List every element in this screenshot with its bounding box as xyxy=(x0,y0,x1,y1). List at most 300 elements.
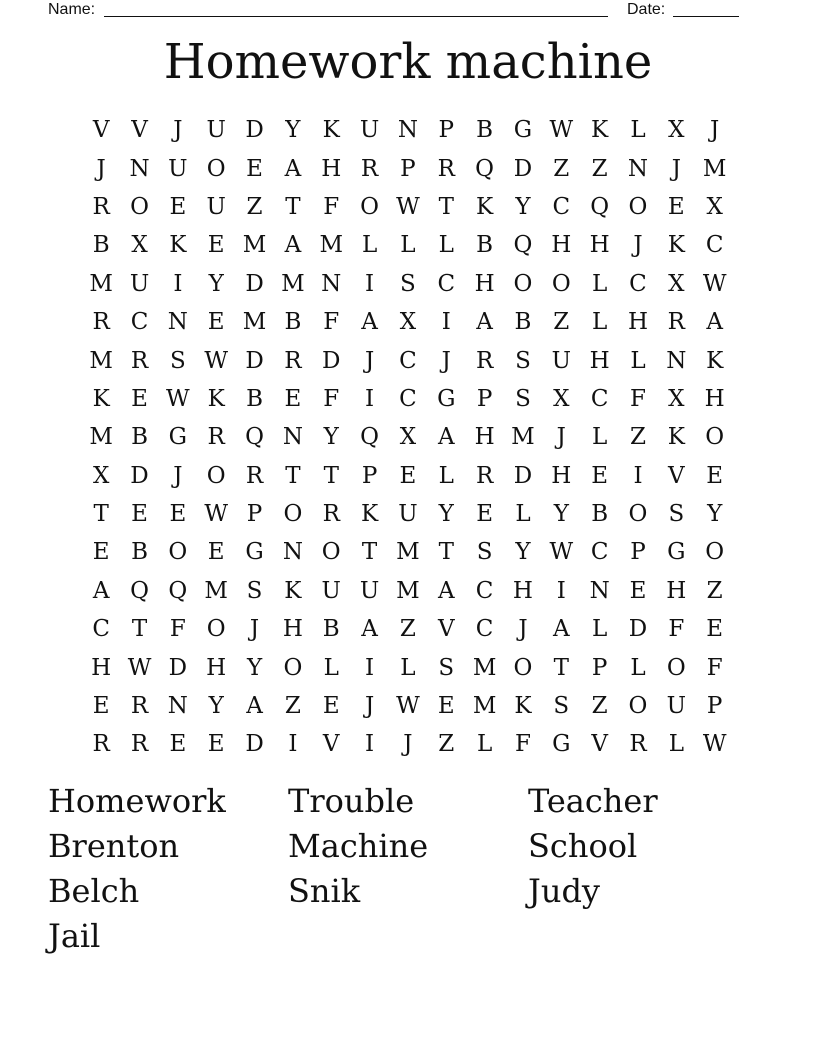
grid-cell[interactable]: M xyxy=(89,347,113,374)
grid-cell[interactable]: N xyxy=(321,270,342,297)
grid-cell[interactable]: J xyxy=(249,616,260,643)
grid-cell[interactable]: Z xyxy=(591,693,608,720)
grid-cell[interactable]: D xyxy=(168,654,188,681)
grid-cell[interactable]: F xyxy=(630,385,646,412)
grid-cell[interactable]: N xyxy=(627,155,649,182)
grid-cell[interactable]: N xyxy=(129,155,150,182)
grid-cell[interactable]: E xyxy=(92,693,110,720)
grid-cell[interactable]: I xyxy=(556,577,566,604)
grid-cell[interactable]: W xyxy=(549,539,574,566)
grid-cell[interactable]: E xyxy=(207,539,225,566)
grid-row xyxy=(82,495,734,533)
grid-cell[interactable]: O xyxy=(130,193,149,220)
grid-cell[interactable]: Z xyxy=(553,309,570,336)
grid-cell[interactable]: U xyxy=(321,577,341,604)
grid-cell[interactable]: R xyxy=(322,501,340,528)
grid-cell[interactable]: Z xyxy=(706,577,723,604)
grid-cell[interactable]: I xyxy=(633,462,643,489)
grid-cell[interactable]: J xyxy=(518,616,528,643)
grid-cell[interactable]: U xyxy=(359,117,380,144)
grid-cell[interactable]: B xyxy=(322,616,340,643)
grid-cell[interactable]: B xyxy=(476,232,494,259)
date-blank-line[interactable] xyxy=(673,16,739,17)
name-blank-line[interactable] xyxy=(104,16,608,17)
grid-cell[interactable]: U xyxy=(168,155,188,182)
grid-cell[interactable]: P xyxy=(591,654,608,681)
grid-cell[interactable]: H xyxy=(474,270,495,297)
grid-cell[interactable]: S xyxy=(553,693,570,720)
grid-cell[interactable]: H xyxy=(589,347,610,374)
grid-cell[interactable]: Z xyxy=(284,693,301,720)
grid-cell[interactable]: P xyxy=(630,539,646,566)
grid-cell[interactable]: X xyxy=(706,193,723,220)
grid-cell[interactable]: F xyxy=(706,654,723,681)
grid-cell[interactable]: X xyxy=(553,385,570,412)
grid-cell[interactable]: D xyxy=(245,731,264,758)
grid-cell[interactable]: R xyxy=(437,155,455,182)
grid-cell[interactable]: T xyxy=(285,193,301,220)
grid-cell[interactable]: Q xyxy=(590,193,610,220)
grid-cell[interactable]: E xyxy=(629,577,647,604)
grid-cell[interactable]: W xyxy=(702,270,727,297)
grid-cell[interactable]: H xyxy=(512,577,533,604)
grid-cell[interactable]: A xyxy=(706,309,723,336)
grid-cell[interactable]: L xyxy=(361,232,378,259)
grid-cell[interactable]: A xyxy=(284,232,302,259)
grid-cell[interactable]: M xyxy=(396,577,420,604)
grid-cell[interactable]: K xyxy=(169,232,187,259)
grid-cell[interactable]: F xyxy=(668,616,685,643)
grid-cell[interactable]: M xyxy=(242,232,267,259)
grid-cell[interactable]: A xyxy=(437,424,455,451)
grid-cell[interactable]: Y xyxy=(323,424,339,451)
grid-cell[interactable]: K xyxy=(667,424,685,451)
grid-cell[interactable]: O xyxy=(206,462,226,489)
grid-cell[interactable]: L xyxy=(630,347,646,374)
grid-cell[interactable]: D xyxy=(245,347,264,374)
grid-cell[interactable]: D xyxy=(513,462,533,489)
grid-cell[interactable]: A xyxy=(361,616,378,643)
grid-cell[interactable]: B xyxy=(591,501,609,528)
grid-cell[interactable]: Y xyxy=(515,539,531,566)
grid-cell[interactable]: X xyxy=(399,309,417,336)
grid-cell[interactable]: G xyxy=(513,117,533,144)
grid-cell[interactable]: L xyxy=(476,731,493,758)
grid-cell[interactable]: E xyxy=(131,501,148,528)
word-list xyxy=(48,779,768,959)
grid-cell[interactable]: A xyxy=(437,577,455,604)
grid-cell[interactable]: J xyxy=(556,424,566,451)
grid-cell[interactable]: K xyxy=(591,117,609,144)
grid-cell[interactable]: G xyxy=(245,539,264,566)
grid-cell[interactable]: N xyxy=(282,539,303,566)
grid-cell[interactable]: M xyxy=(702,155,727,182)
grid-cell[interactable]: U xyxy=(129,270,150,297)
grid-cell[interactable]: N xyxy=(397,117,418,144)
grid-cell[interactable]: H xyxy=(321,155,342,182)
grid-cell[interactable]: N xyxy=(666,347,687,374)
grid-cell[interactable]: I xyxy=(365,654,375,681)
grid-cell[interactable]: F xyxy=(514,731,531,758)
grid-cell[interactable]: V xyxy=(437,616,455,643)
grid-cell[interactable]: O xyxy=(705,539,725,566)
grid-cell[interactable]: S xyxy=(246,577,263,604)
grid-cell[interactable]: I xyxy=(288,731,298,758)
grid-cell[interactable]: E xyxy=(591,462,609,489)
grid-cell[interactable]: X xyxy=(668,117,685,144)
grid-cell[interactable]: E xyxy=(207,731,225,758)
grid-cell[interactable]: O xyxy=(513,654,533,681)
grid-cell[interactable]: O xyxy=(283,654,303,681)
grid-cell[interactable]: H xyxy=(282,616,303,643)
grid-cell[interactable]: P xyxy=(361,462,378,489)
grid-cell[interactable]: N xyxy=(167,309,188,336)
grid-cell[interactable]: Y xyxy=(438,501,454,528)
grid-cell[interactable]: P xyxy=(476,385,493,412)
grid-cell[interactable]: E xyxy=(284,385,302,412)
grid-cell[interactable]: X xyxy=(399,424,417,451)
grid-cell[interactable]: L xyxy=(630,117,646,144)
grid-cell[interactable]: S xyxy=(476,539,493,566)
grid-cell[interactable]: J xyxy=(710,117,720,144)
grid-cell[interactable]: K xyxy=(667,232,685,259)
grid-cell[interactable]: V xyxy=(131,117,148,144)
grid-cell[interactable]: T xyxy=(131,616,148,643)
grid-cell[interactable]: E xyxy=(92,539,110,566)
grid-cell[interactable]: C xyxy=(92,616,110,643)
grid-cell[interactable]: R xyxy=(629,731,647,758)
grid-cell[interactable]: E xyxy=(246,155,263,182)
grid-cell[interactable]: U xyxy=(398,501,418,528)
grid-row xyxy=(82,687,734,725)
grid-cell[interactable]: E xyxy=(207,232,225,259)
grid-cell[interactable]: F xyxy=(323,385,340,412)
grid-cell[interactable]: B xyxy=(476,117,494,144)
grid-cell[interactable]: E xyxy=(131,385,148,412)
grid-cell[interactable]: P xyxy=(706,693,723,720)
grid-cell[interactable]: D xyxy=(513,155,533,182)
grid-cell[interactable]: K xyxy=(476,193,494,220)
grid-cell[interactable]: T xyxy=(438,193,454,220)
grid-cell[interactable]: H xyxy=(474,424,495,451)
grid-cell[interactable]: Q xyxy=(168,577,188,604)
grid-cell[interactable]: B xyxy=(92,232,110,259)
grid-cell[interactable]: W xyxy=(396,193,420,220)
grid-cell[interactable]: T xyxy=(438,539,454,566)
grid-cell[interactable]: O xyxy=(628,501,648,528)
grid-cell[interactable]: Z xyxy=(438,731,455,758)
grid-cell[interactable]: Y xyxy=(285,117,301,144)
grid-cell[interactable]: R xyxy=(360,155,379,182)
grid-cell[interactable]: X xyxy=(668,385,685,412)
grid-cell[interactable]: B xyxy=(514,309,532,336)
grid-cell[interactable]: B xyxy=(131,424,148,451)
grid-cell[interactable]: E xyxy=(169,731,187,758)
grid-cell[interactable]: A xyxy=(552,616,570,643)
grid-cell[interactable]: K xyxy=(514,693,532,720)
grid-cell[interactable]: L xyxy=(592,616,608,643)
grid-cell[interactable]: M xyxy=(242,309,267,336)
grid-cell[interactable]: L xyxy=(400,232,416,259)
grid-cell[interactable]: Q xyxy=(360,424,379,451)
grid-cell[interactable]: E xyxy=(169,193,187,220)
grid-cell[interactable]: O xyxy=(705,424,725,451)
grid-cell[interactable]: R xyxy=(475,347,494,374)
grid-cell[interactable]: F xyxy=(323,309,340,336)
grid-cell[interactable]: C xyxy=(590,539,609,566)
grid-cell[interactable]: A xyxy=(284,155,302,182)
grid-cell[interactable]: O xyxy=(513,270,533,297)
grid-cell[interactable]: O xyxy=(551,270,571,297)
grid-cell[interactable]: S xyxy=(438,654,455,681)
grid-cell[interactable]: M xyxy=(472,693,497,720)
grid-cell[interactable]: N xyxy=(589,577,610,604)
grid-cell[interactable]: H xyxy=(551,232,572,259)
grid-cell[interactable]: L xyxy=(592,270,608,297)
grid-cell[interactable]: B xyxy=(284,309,302,336)
grid-cell[interactable]: E xyxy=(322,693,340,720)
grid-cell[interactable]: Y xyxy=(553,501,569,528)
grid-cell[interactable]: I xyxy=(365,385,375,412)
grid-cell[interactable]: F xyxy=(323,193,340,220)
grid-cell[interactable]: H xyxy=(91,654,112,681)
grid-cell[interactable]: L xyxy=(668,731,684,758)
grid-cell[interactable]: T xyxy=(361,539,378,566)
grid-cell[interactable]: S xyxy=(169,347,186,374)
grid-cell[interactable]: G xyxy=(168,424,188,451)
grid-cell[interactable]: Y xyxy=(208,693,224,720)
grid-cell[interactable]: E xyxy=(399,462,417,489)
grid-cell[interactable]: A xyxy=(246,693,263,720)
grid-cell[interactable]: H xyxy=(206,654,227,681)
grid-cell[interactable]: W xyxy=(127,654,152,681)
grid-cell[interactable]: E xyxy=(437,693,455,720)
grid-cell[interactable]: C xyxy=(399,347,417,374)
grid-cell[interactable]: J xyxy=(633,232,643,259)
grid-cell[interactable]: M xyxy=(472,654,497,681)
grid-cell[interactable]: V xyxy=(92,117,110,144)
grid-cell[interactable]: Y xyxy=(246,654,263,681)
grid-cell[interactable]: D xyxy=(322,347,341,374)
grid-cell[interactable]: U xyxy=(666,693,687,720)
grid-cell[interactable]: W xyxy=(549,117,574,144)
word-list-item: Teacher xyxy=(528,782,658,820)
grid-cell[interactable]: O xyxy=(283,501,303,528)
grid-cell[interactable]: G xyxy=(437,385,456,412)
grid-cell[interactable]: L xyxy=(515,501,531,528)
grid-cell[interactable]: C xyxy=(705,232,724,259)
grid-cell[interactable]: O xyxy=(206,155,226,182)
grid-cell[interactable]: I xyxy=(365,270,375,297)
grid-cell[interactable]: C xyxy=(475,577,494,604)
grid-cell[interactable]: K xyxy=(92,385,110,412)
grid-cell[interactable]: O xyxy=(206,616,226,643)
grid-cell[interactable]: L xyxy=(323,654,339,681)
grid-cell[interactable]: W xyxy=(396,693,420,720)
grid-cell[interactable]: L xyxy=(592,309,608,336)
grid-cell[interactable]: R xyxy=(92,193,110,220)
grid-cell[interactable]: J xyxy=(671,155,681,182)
grid-cell[interactable]: U xyxy=(359,577,380,604)
grid-cell[interactable]: C xyxy=(399,385,417,412)
grid-cell[interactable]: M xyxy=(281,270,305,297)
word-list-item: School xyxy=(528,827,638,865)
grid-cell[interactable]: A xyxy=(92,577,110,604)
grid-cell[interactable]: C xyxy=(475,616,494,643)
grid-cell[interactable]: S xyxy=(515,347,531,374)
grid-cell[interactable]: J xyxy=(441,347,451,374)
grid-cell[interactable]: N xyxy=(167,693,188,720)
grid-cell[interactable]: P xyxy=(400,155,416,182)
grid-cell[interactable]: G xyxy=(667,539,686,566)
grid-cell[interactable]: H xyxy=(627,309,649,336)
grid-cell[interactable]: R xyxy=(130,693,149,720)
grid-cell[interactable]: O xyxy=(666,654,686,681)
grid-cell[interactable]: X xyxy=(92,462,110,489)
grid-cell[interactable]: I xyxy=(365,731,375,758)
grid-cell[interactable]: Q xyxy=(475,155,495,182)
grid-cell[interactable]: L xyxy=(630,654,646,681)
grid-cell[interactable]: J xyxy=(364,347,375,374)
grid-cell[interactable]: O xyxy=(321,539,341,566)
grid-cell[interactable]: K xyxy=(207,385,225,412)
grid-cell[interactable]: D xyxy=(628,616,648,643)
grid-cell[interactable]: R xyxy=(245,462,264,489)
grid-cell[interactable]: A xyxy=(476,309,493,336)
grid-cell[interactable]: O xyxy=(360,193,379,220)
grid-cell[interactable]: J xyxy=(96,155,106,182)
grid-cell[interactable]: W xyxy=(702,731,727,758)
grid-cell[interactable]: T xyxy=(93,501,109,528)
grid-cell[interactable]: R xyxy=(207,424,225,451)
grid-cell[interactable]: T xyxy=(285,462,301,489)
grid-cell[interactable]: O xyxy=(168,539,188,566)
grid-cell[interactable]: B xyxy=(246,385,263,412)
grid-cell[interactable]: K xyxy=(360,501,379,528)
grid-cell[interactable]: P xyxy=(246,501,263,528)
grid-cell[interactable]: D xyxy=(130,462,149,489)
grid-cell[interactable]: S xyxy=(668,501,685,528)
grid-cell[interactable]: I xyxy=(441,309,451,336)
grid-cell[interactable]: R xyxy=(130,347,149,374)
grid-cell[interactable]: R xyxy=(284,347,302,374)
grid-cell[interactable]: L xyxy=(592,424,608,451)
grid-cell[interactable]: W xyxy=(204,347,229,374)
grid-cell[interactable]: K xyxy=(322,117,340,144)
grid-cell[interactable]: E xyxy=(476,501,493,528)
grid-cell[interactable]: Q xyxy=(513,232,533,259)
date-label: Date: xyxy=(627,1,666,18)
grid-cell[interactable]: W xyxy=(166,385,190,412)
grid-cell[interactable]: Z xyxy=(591,155,608,182)
grid-cell[interactable]: E xyxy=(169,501,187,528)
grid-cell[interactable]: Z xyxy=(553,155,570,182)
grid-cell[interactable]: M xyxy=(319,232,344,259)
grid-cell[interactable]: L xyxy=(400,654,416,681)
grid-cell[interactable]: E xyxy=(207,309,225,336)
grid-cell[interactable]: U xyxy=(551,347,571,374)
grid-cell[interactable]: M xyxy=(89,270,113,297)
grid-cell[interactable]: P xyxy=(438,117,454,144)
grid-row xyxy=(82,149,734,187)
grid-cell[interactable]: Y xyxy=(208,270,224,297)
grid-cell[interactable]: S xyxy=(400,270,416,297)
grid-cell[interactable]: L xyxy=(438,462,454,489)
grid-cell[interactable]: D xyxy=(245,117,264,144)
grid-cell[interactable]: V xyxy=(668,462,685,489)
grid-cell[interactable]: Q xyxy=(245,424,264,451)
grid-cell[interactable]: J xyxy=(173,462,183,489)
grid-cell[interactable]: W xyxy=(204,501,229,528)
grid-cell[interactable]: C xyxy=(590,385,609,412)
grid-cell[interactable]: N xyxy=(282,424,303,451)
grid-cell[interactable]: M xyxy=(396,539,420,566)
grid-cell[interactable]: O xyxy=(628,193,648,220)
grid-cell[interactable]: E xyxy=(706,462,724,489)
grid-cell[interactable]: V xyxy=(322,731,340,758)
grid-cell[interactable]: O xyxy=(628,693,648,720)
grid-row xyxy=(82,380,734,418)
grid-cell[interactable]: J xyxy=(364,693,375,720)
grid-cell[interactable]: V xyxy=(591,731,608,758)
grid-cell[interactable]: Z xyxy=(246,193,263,220)
grid-cell[interactable]: A xyxy=(361,309,378,336)
page-title: Homework machine xyxy=(163,34,653,90)
grid-cell[interactable]: R xyxy=(92,731,110,758)
grid-cell[interactable]: T xyxy=(553,654,569,681)
grid-cell[interactable]: M xyxy=(511,424,535,451)
grid-cell[interactable]: H xyxy=(704,385,725,412)
grid-cell[interactable]: K xyxy=(706,347,724,374)
grid-cell[interactable]: D xyxy=(245,270,264,297)
grid-cell[interactable]: S xyxy=(515,385,531,412)
grid-cell[interactable]: R xyxy=(92,309,110,336)
grid-cell[interactable]: M xyxy=(204,577,228,604)
grid-cell[interactable]: X xyxy=(668,270,685,297)
grid-cell[interactable]: R xyxy=(475,462,494,489)
grid-cell[interactable]: H xyxy=(589,232,610,259)
grid-cell[interactable]: G xyxy=(552,731,571,758)
grid-cell[interactable]: H xyxy=(666,577,687,604)
grid-cell[interactable]: U xyxy=(206,117,226,144)
grid-cell[interactable]: C xyxy=(437,270,456,297)
grid-cell[interactable]: C xyxy=(130,309,149,336)
grid-cell[interactable]: H xyxy=(551,462,572,489)
grid-cell[interactable]: Y xyxy=(515,193,531,220)
grid-cell[interactable]: F xyxy=(169,616,186,643)
grid-cell[interactable]: M xyxy=(89,424,113,451)
grid-cell[interactable]: J xyxy=(173,117,183,144)
grid-cell[interactable]: L xyxy=(438,232,454,259)
grid-cell[interactable]: K xyxy=(284,577,302,604)
grid-cell[interactable]: T xyxy=(323,462,339,489)
grid-cell[interactable]: R xyxy=(130,731,149,758)
grid-cell[interactable]: E xyxy=(706,616,724,643)
grid-cell[interactable]: Z xyxy=(629,424,646,451)
grid-cell[interactable]: Y xyxy=(707,501,723,528)
grid-cell[interactable]: E xyxy=(667,193,685,220)
grid-cell[interactable]: Z xyxy=(399,616,416,643)
grid-cell[interactable]: C xyxy=(629,270,647,297)
grid-cell[interactable]: B xyxy=(131,539,148,566)
grid-cell[interactable]: U xyxy=(206,193,226,220)
grid-cell[interactable]: X xyxy=(131,232,148,259)
grid-cell[interactable]: Q xyxy=(130,577,149,604)
grid-cell[interactable]: J xyxy=(403,731,413,758)
grid-cell[interactable]: R xyxy=(667,309,685,336)
grid-cell[interactable]: C xyxy=(552,193,571,220)
grid-cell[interactable]: I xyxy=(173,270,183,297)
